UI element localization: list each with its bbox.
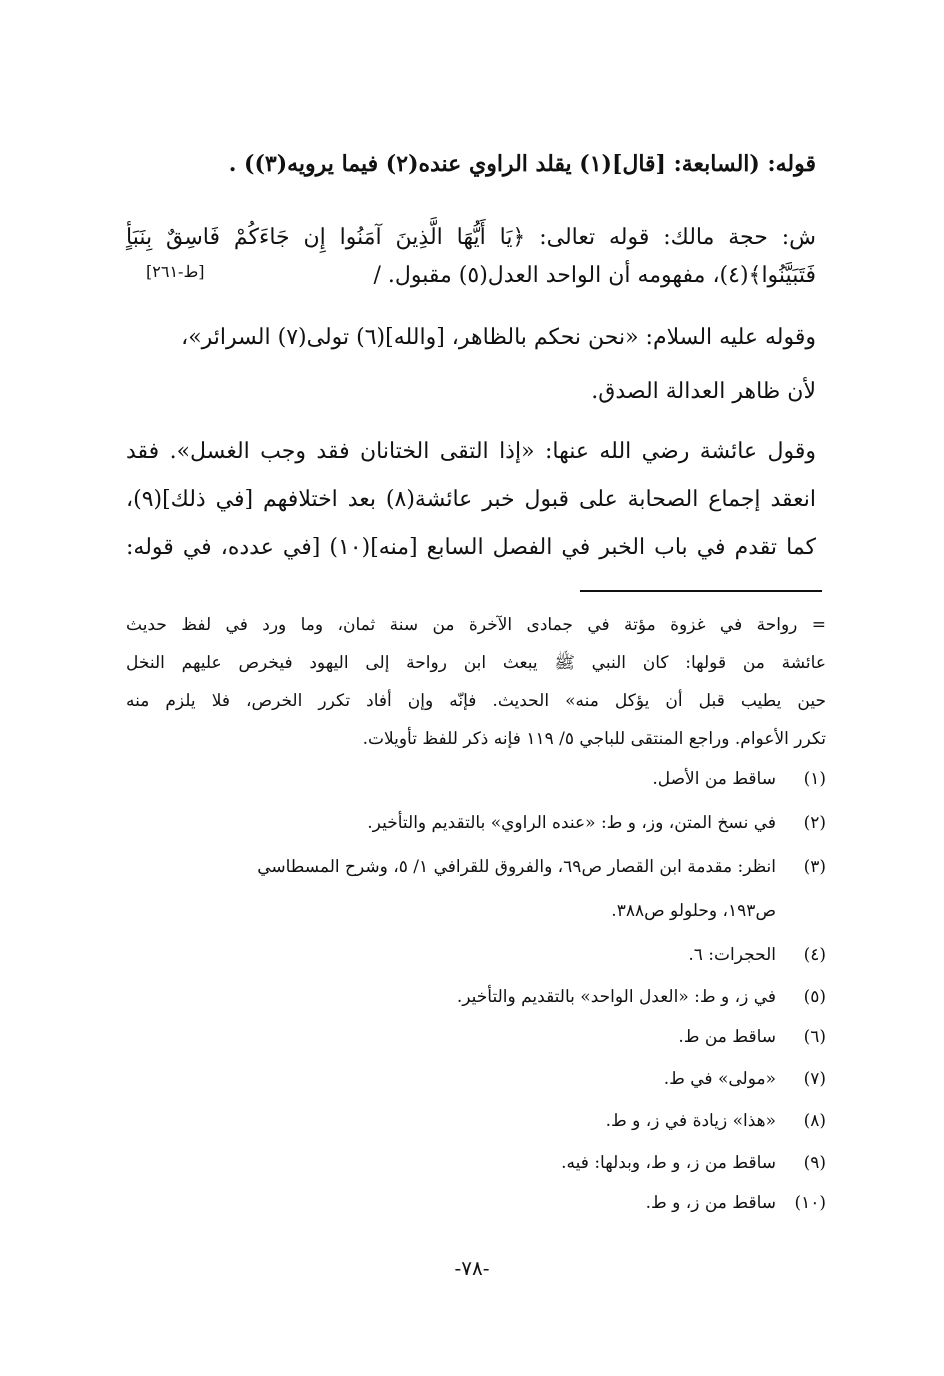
- footnote-number: (٨): [803, 1111, 826, 1131]
- text-line-3: فَتَبَيَّنُوا﴾(٤)، مفهومه أن الواحد العدل(٥) مقبول. /: [373, 263, 816, 288]
- footnote-number: (٧): [803, 1069, 826, 1089]
- footnote-number: (٦): [803, 1027, 826, 1047]
- margin-page-reference: [ط-٢٦١]: [146, 262, 205, 281]
- footnote-text: ساقط من ط.: [678, 1027, 776, 1047]
- footnote-number: (٢): [803, 813, 826, 833]
- text-line-2: ش: حجة مالك: قوله تعالى: ﴿يَا أَيُّهَا الَّذِينَ آمَنُوا إِن جَاءَكُمْ فَاسِقٌ بِنَبَأٍ: [126, 225, 816, 250]
- footnote-text: في نسخ المتن، وز، و ط: «عنده الراوي» بالتقديم والتأخير.: [367, 813, 776, 833]
- page-number: -٧٨-: [454, 1256, 490, 1280]
- footnote-text: ساقط من ز، و ط، وبدلها: فيه.: [561, 1153, 776, 1173]
- footnote-continuation-3: حين يطيب قبل أن يؤكل منه» الحديث. فإنّه وإن أفاد تكرر الخرص، فلا يلزم منه: [126, 691, 826, 711]
- footnote-continuation-2: عائشة من قولها: كان النبي ﷺ يبعث ابن رواحة إلى اليهود فيخرص عليهم النخل: [126, 653, 826, 673]
- footnote-text: ص١٩٣، وحلولو ص٣٨٨.: [611, 901, 776, 921]
- footnote-3: [126, 850, 826, 884]
- footnote-text: ساقط من الأصل.: [652, 769, 776, 789]
- footnote-number: (٩): [803, 1153, 826, 1173]
- footnote-number: (١): [803, 769, 826, 789]
- text-line-1: قوله: (السابعة: [قال](١) يقلد الراوي عنده(٢) فيما يرويه(٣)) .: [228, 151, 816, 177]
- footnote-5: [126, 980, 826, 1014]
- footnote-text: انظر: مقدمة ابن القصار ص٦٩، والفروق للقرافي ١/ ٥، وشرح المسطاسي: [257, 857, 776, 877]
- text-line-5: لأن ظاهر العدالة الصدق.: [591, 379, 816, 404]
- footnote-number: (١٠): [794, 1193, 826, 1213]
- footnote-text: في ز، و ط: «العدل الواحد» بالتقديم والتأخير.: [456, 987, 776, 1007]
- footnote-separator: [580, 590, 822, 592]
- footnote-text: ساقط من ز، و ط.: [645, 1193, 776, 1213]
- footnote-number: (٤): [803, 945, 826, 965]
- footnote-number: (٣): [803, 857, 826, 877]
- footnote-text: «مولى» في ط.: [663, 1069, 776, 1089]
- footnote-9: [126, 1146, 826, 1180]
- text-line-7: انعقد إجماع الصحابة على قبول خبر عائشة(٨) بعد اختلافهم [في ذلك](٩)،: [126, 487, 816, 512]
- footnote-7: [126, 1062, 826, 1096]
- footnote-1: [126, 762, 826, 796]
- footnote-text: «هذا» زيادة في ز، و ط.: [605, 1111, 776, 1131]
- footnote-number: (٥): [803, 987, 826, 1007]
- footnote-continuation-4: تكرر الأعوام. وراجع المنتقى للباجي ٥/ ١١٩ فإنه ذكر للفظ تأويلات.: [362, 729, 826, 749]
- footnote-text: الحجرات: ٦.: [688, 945, 776, 965]
- footnote-10: [126, 1186, 826, 1220]
- footnote-4: [126, 938, 826, 972]
- text-line-8: كما تقدم في باب الخبر في الفصل السابع [منه](١٠) [في عدده، في قوله:: [126, 535, 816, 560]
- footnote-6: [126, 1020, 826, 1054]
- footnote-3-continued: [126, 894, 826, 928]
- footnote-8: [126, 1104, 826, 1138]
- text-line-6: وقول عائشة رضي الله عنها: «إذا التقى الختانان فقد وجب الغسل». فقد: [126, 439, 816, 464]
- footnote-continuation-1: = رواحة في غزوة مؤتة في جمادى الآخرة من سنة ثمان، وما ورد في لفظ حديث: [126, 615, 826, 635]
- footnote-2: [126, 806, 826, 840]
- text-line-4: وقوله عليه السلام: «نحن نحكم بالظاهر، [والله](٦) تولى(٧) السرائر»،: [181, 325, 816, 350]
